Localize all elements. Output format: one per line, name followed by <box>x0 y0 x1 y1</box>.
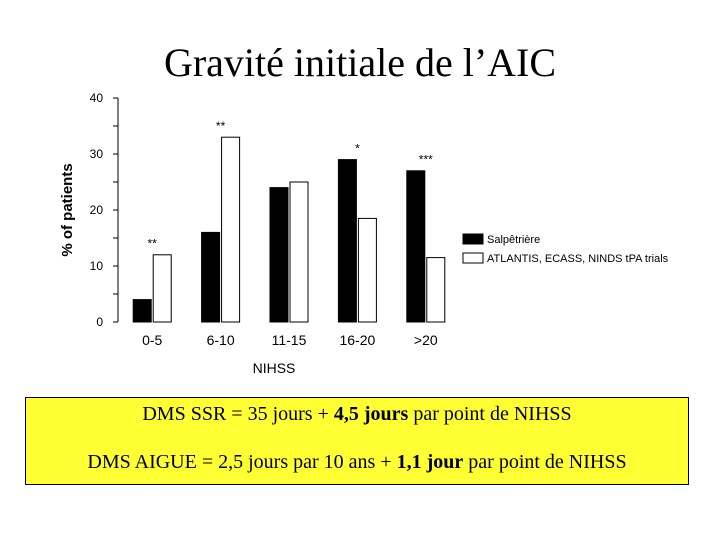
legend-label-trials: ATLANTIS, ECASS, NINDS tPA trials <box>487 253 669 265</box>
bar-salpetriere <box>202 232 220 322</box>
legend-label-salpetriere: Salpêtrière <box>487 234 541 246</box>
summary-line-aigue-bold: 1,1 jour <box>396 451 464 473</box>
x-axis-title: NIHSS <box>252 360 296 376</box>
bar-salpetriere <box>133 300 151 322</box>
significance-marker: ** <box>215 119 226 133</box>
slide-title: Gravité initiale de l’AIC <box>163 40 557 85</box>
x-tick-label: >20 <box>413 332 438 348</box>
x-tick-label: 16-20 <box>339 332 376 348</box>
bar-trials <box>427 258 445 322</box>
x-tick-label: 0-5 <box>142 332 163 348</box>
bar-salpetriere <box>270 188 288 322</box>
summary-line-ssr-suffix: par point de NIHSS <box>408 403 572 425</box>
y-tick-label: 0 <box>96 315 103 329</box>
bar-salpetriere <box>407 171 425 322</box>
summary-line-aigue-prefix: DMS AIGUE = 2,5 jours par 10 ans + <box>87 451 397 473</box>
summary-line-ssr <box>26 403 688 426</box>
summary-box <box>25 397 689 485</box>
bar-salpetriere <box>338 160 356 322</box>
bar-trials <box>358 218 376 322</box>
x-tick-label: 11-15 <box>271 332 307 348</box>
summary-line-aigue <box>26 451 688 474</box>
legend-swatch-salpetriere <box>463 234 483 244</box>
significance-marker: ** <box>147 236 157 251</box>
significance-marker: * <box>355 141 360 156</box>
summary-line-aigue-suffix: par point de NIHSS <box>463 451 627 473</box>
legend-swatch-trials <box>463 253 483 263</box>
bar-trials <box>222 137 240 322</box>
y-tick-label: 20 <box>89 203 103 217</box>
bar-trials <box>290 182 308 322</box>
y-tick-label: 10 <box>89 259 103 273</box>
y-axis-title: % of patients <box>59 163 76 257</box>
x-tick-label: 6-10 <box>206 332 235 348</box>
bar-trials <box>153 255 171 322</box>
summary-line-ssr-prefix: DMS SSR = 35 jours + <box>142 403 334 425</box>
y-tick-label: 30 <box>89 147 103 161</box>
summary-line-ssr-bold: 4,5 jours <box>333 403 409 425</box>
y-tick-label: 40 <box>89 91 103 105</box>
significance-marker: *** <box>418 152 433 167</box>
